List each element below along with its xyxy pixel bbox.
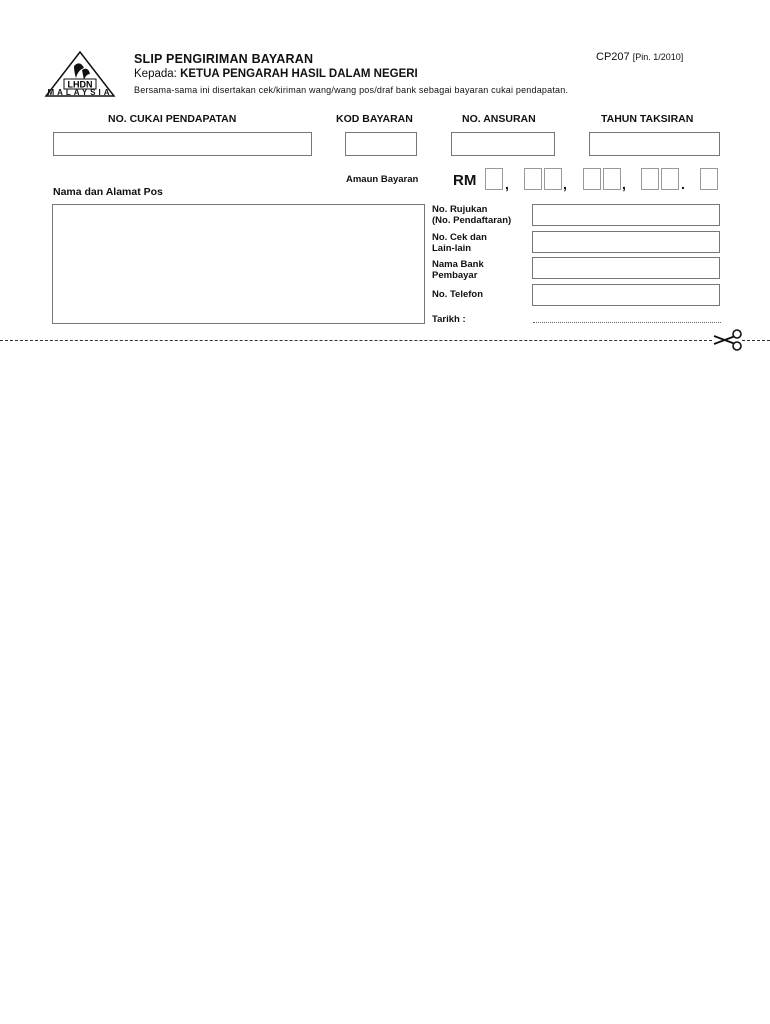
amount-separator: ,: [622, 176, 626, 192]
bank-label: [432, 259, 484, 281]
attachment-note: Bersama-sama ini disertakan cek/kiriman wang/wang pos/draf bank sebagai bayaran cukai pendapatan.: [134, 85, 569, 95]
amount-digit-box[interactable]: [603, 168, 621, 190]
form-revision: [Pin. 1/2010]: [632, 52, 684, 62]
reference-field[interactable]: [532, 204, 720, 226]
cut-line-end: [742, 340, 770, 341]
amount-digit-box[interactable]: [700, 168, 718, 190]
income-tax-no-field[interactable]: [53, 132, 312, 156]
amount-digit-box[interactable]: [485, 168, 503, 190]
cheque-field[interactable]: [532, 231, 720, 253]
recipient-name: KETUA PENGARAH HASIL DALAM NEGERI: [180, 68, 418, 80]
amount-separator: ,: [505, 176, 509, 192]
amount-digit-box[interactable]: [641, 168, 659, 190]
amount-digit-box[interactable]: [524, 168, 542, 190]
assessment-year-header: TAHUN TAKSIRAN: [601, 113, 694, 125]
assessment-year-field[interactable]: [589, 132, 720, 156]
amount-separator: ,: [563, 176, 567, 192]
phone-label: No. Telefon: [432, 289, 484, 300]
amount-digit-box[interactable]: [544, 168, 562, 190]
address-field[interactable]: [52, 204, 425, 324]
date-label: Tarikh :: [432, 314, 466, 325]
bank-field[interactable]: [532, 257, 720, 279]
reference-label-line2: (No. Pendaftaran): [432, 215, 512, 226]
payment-code-header: KOD BAYARAN: [336, 113, 413, 125]
bank-label-line2: Pembayar: [432, 270, 478, 281]
cheque-label-line2: Lain-lain: [432, 243, 472, 254]
form-code-number: CP207: [596, 51, 630, 63]
income-tax-no-header: NO. CUKAI PENDAPATAN: [108, 113, 237, 125]
logo-subtext: MALAYSIA: [47, 88, 113, 97]
form-title: SLIP PENGIRIMAN BAYARAN: [134, 52, 314, 66]
cheque-label-line1: No. Cek dan: [432, 232, 487, 243]
address-label: Nama dan Alamat Pos: [53, 186, 163, 198]
form-code: [596, 51, 683, 63]
amount-digit-box[interactable]: [583, 168, 601, 190]
cheque-label: [432, 232, 487, 254]
reference-label-line1: No. Rujukan: [432, 204, 488, 215]
recipient-prefix: Kepada:: [134, 68, 177, 80]
phone-field[interactable]: [532, 284, 720, 306]
currency-label: RM: [453, 172, 477, 189]
recipient-line: [134, 68, 418, 80]
date-field[interactable]: [533, 322, 721, 323]
amount-separator: .: [681, 176, 685, 192]
bank-label-line1: Nama Bank: [432, 259, 484, 270]
installment-no-field[interactable]: [451, 132, 555, 156]
payment-code-field[interactable]: [345, 132, 417, 156]
logo-wordmark: LHDN: [67, 79, 93, 90]
amount-label: Amaun Bayaran: [346, 174, 419, 185]
amount-digit-box[interactable]: [661, 168, 679, 190]
cut-line: [0, 340, 712, 341]
scissors-icon: [712, 326, 744, 354]
installment-no-header: NO. ANSURAN: [462, 113, 536, 125]
reference-label: [432, 204, 511, 226]
